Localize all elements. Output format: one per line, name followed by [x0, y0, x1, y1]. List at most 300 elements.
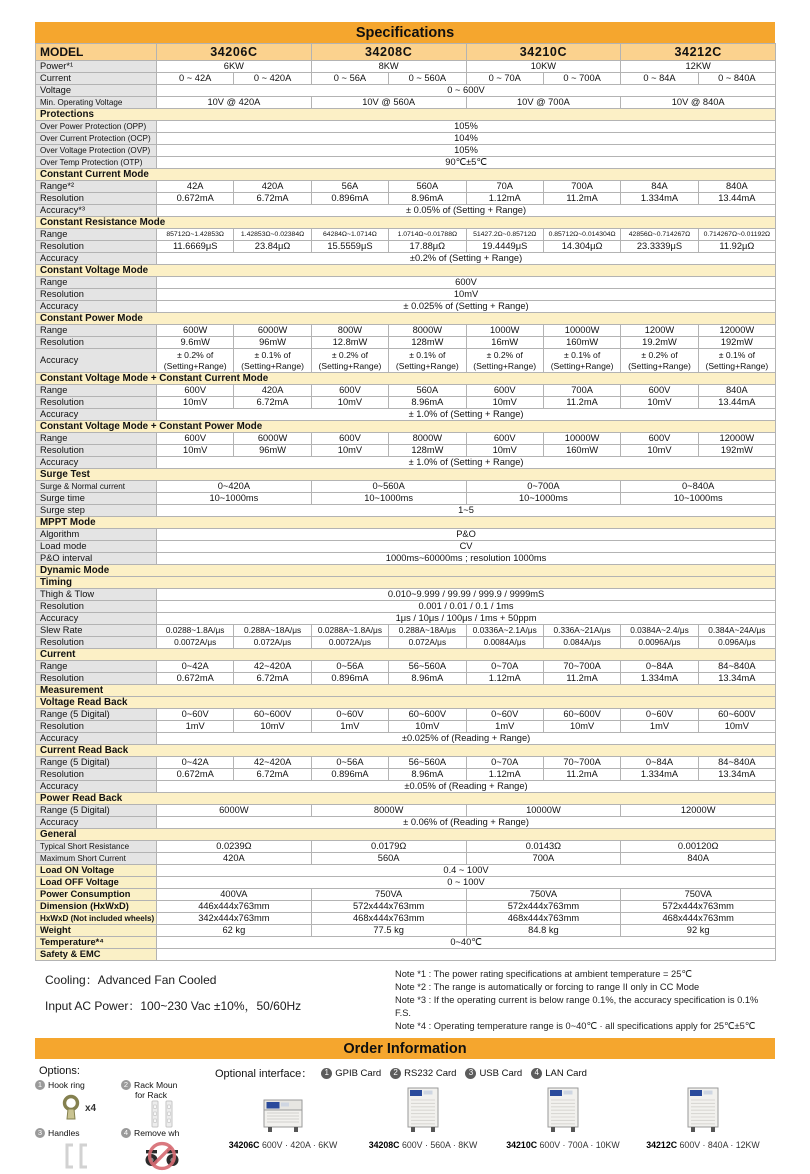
row-label: Range	[36, 325, 157, 337]
spec-cell: 0.0084A/μs	[466, 637, 543, 649]
interface-item-lan	[531, 1068, 587, 1079]
spec-cell: 10mV	[157, 445, 234, 457]
spec-cell: 0~560A	[311, 481, 466, 493]
spec-cell	[157, 949, 776, 961]
spec-cell: 60~600V	[234, 709, 311, 721]
spec-cell: 13.34mA	[698, 673, 775, 685]
spec-row	[36, 325, 776, 337]
spec-cell: 6.72mA	[234, 673, 311, 685]
spec-row	[36, 241, 776, 253]
spec-cell: 10mV	[234, 721, 311, 733]
spec-cell: 10~1000ms	[157, 493, 312, 505]
spec-cell: 51427.2Ω~0.85712Ω	[466, 229, 543, 241]
section-header-row	[36, 517, 776, 529]
product-label	[506, 1140, 619, 1150]
spec-cell: 10000W	[466, 805, 621, 817]
product-34212c	[633, 1083, 773, 1150]
spec-cell: 10mV	[311, 445, 388, 457]
product-model: 34206C	[228, 1140, 260, 1151]
spec-row	[36, 853, 776, 865]
spec-cell: 13.34mA	[698, 769, 775, 781]
spec-cell: 0.672mA	[157, 193, 234, 205]
row-label: Range (5 Digital)	[36, 805, 157, 817]
spec-cell: 0 ~ 700A	[543, 73, 620, 85]
spec-cell: 0.0179Ω	[311, 841, 466, 853]
spec-cell: 0~70A	[466, 757, 543, 769]
row-label: Dimension (HxWxD)	[36, 901, 157, 913]
spec-row	[36, 157, 776, 169]
spec-row	[36, 673, 776, 685]
spec-cell: 10mV	[311, 397, 388, 409]
row-label: Typical Short Resistance	[36, 841, 157, 853]
rack-mount-bracket-icon	[147, 1100, 177, 1128]
spec-cell: 192mW	[698, 337, 775, 349]
spec-row	[36, 661, 776, 673]
section-header-row	[36, 217, 776, 229]
spec-row	[36, 397, 776, 409]
note-4: Note *4 : Operating temperature range is 0~40℃ · all specifications apply for 25℃±5℃	[395, 1021, 756, 1032]
section-header: Measurement	[36, 685, 776, 697]
section-header: MPPT Mode	[36, 517, 776, 529]
spec-row	[36, 601, 776, 613]
spec-cell: 0.0096A/μs	[621, 637, 698, 649]
spec-row	[36, 637, 776, 649]
spec-cell: ± 0.1% of (Setting+Range)	[698, 349, 775, 373]
row-label: Resolution	[36, 397, 157, 409]
spec-cell: 0 ~ 600V	[157, 85, 776, 97]
spec-cell: 750VA	[621, 889, 776, 901]
spec-cell: 600V	[466, 385, 543, 397]
spec-cell: ± 1.0% of (Setting + Range)	[157, 457, 776, 469]
section-header-row	[36, 169, 776, 181]
spec-row	[36, 145, 776, 157]
row-label: Surge & Normal current	[36, 481, 157, 493]
order-information-body	[35, 1062, 775, 1174]
row-label: Load ON Voltage	[36, 865, 157, 877]
spec-cell: 60~600V	[698, 709, 775, 721]
spec-cell: 840A	[698, 385, 775, 397]
spec-cell: 1.12mA	[466, 769, 543, 781]
spec-cell: 468x444x763mm	[621, 913, 776, 925]
spec-row	[36, 865, 776, 877]
product-label	[229, 1140, 338, 1150]
products-column	[203, 1062, 775, 1174]
spec-row	[36, 937, 776, 949]
row-label: Surge step	[36, 505, 157, 517]
spec-cell: 12.8mW	[311, 337, 388, 349]
spec-cell: 0.288A~18A/μs	[389, 625, 466, 637]
spec-cell: 10000W	[543, 325, 620, 337]
model-name: 34212C	[621, 44, 776, 61]
product-34210c	[493, 1083, 633, 1150]
spec-cell: 14.304μΩ	[543, 241, 620, 253]
row-label: Voltage	[36, 85, 157, 97]
optional-interface-line	[215, 1065, 775, 1081]
spec-cell: 11.2mA	[543, 673, 620, 685]
interface-number-badge: 1	[321, 1068, 332, 1079]
spec-row	[36, 133, 776, 145]
spec-cell: 1mV	[466, 721, 543, 733]
spec-cell: 0.096A/μs	[698, 637, 775, 649]
product-model: 34208C	[368, 1140, 400, 1151]
spec-cell: 1.12mA	[466, 193, 543, 205]
model-name: 34208C	[311, 44, 466, 61]
spec-row	[36, 505, 776, 517]
row-label: Resolution	[36, 673, 157, 685]
spec-cell: 800W	[311, 325, 388, 337]
spec-cell: 0~700A	[466, 481, 621, 493]
interface-item-rs232	[390, 1068, 456, 1079]
spec-cell: 160mW	[543, 445, 620, 457]
spec-cell: 0.001 / 0.01 / 0.1 / 1ms	[157, 601, 776, 613]
spec-cell: 10mV	[389, 721, 466, 733]
spec-cell: 0~40℃	[157, 937, 776, 949]
spec-cell: 0.0336A~2.1A/μs	[466, 625, 543, 637]
options-label: Options:	[39, 1065, 80, 1078]
spec-row	[36, 877, 776, 889]
spec-cell: 600V	[466, 433, 543, 445]
spec-cell: 9.6mW	[157, 337, 234, 349]
spec-cell: ± 0.1% of (Setting+Range)	[389, 349, 466, 373]
row-label: Over Temp Protection (OTP)	[36, 157, 157, 169]
spec-cell: 8000W	[389, 433, 466, 445]
spec-cell: 19.2mW	[621, 337, 698, 349]
page-title: Specifications	[35, 22, 775, 43]
spec-cell: 0 ~ 560A	[389, 73, 466, 85]
spec-cell: 23.84μΩ	[234, 241, 311, 253]
spec-cell: 6KW	[157, 61, 312, 73]
spec-cell: 6.72mA	[234, 397, 311, 409]
product-34208c	[353, 1083, 493, 1150]
interface-item-usb	[465, 1068, 522, 1079]
row-label: Over Power Protection (OPP)	[36, 121, 157, 133]
product-specs: 600V · 840A · 12KW	[679, 1140, 760, 1151]
spec-row	[36, 625, 776, 637]
spec-row	[36, 409, 776, 421]
instrument-image	[547, 1087, 579, 1133]
spec-cell: 10mV	[621, 397, 698, 409]
spec-cell: 600W	[157, 325, 234, 337]
spec-cell: 128mW	[389, 337, 466, 349]
spec-cell: ± 0.2% of (Setting+Range)	[621, 349, 698, 373]
spec-cell: 0~42A	[157, 661, 234, 673]
section-header-row	[36, 793, 776, 805]
product-specs: 600V · 560A · 8KW	[401, 1140, 478, 1151]
row-label: Accuracy	[36, 457, 157, 469]
interface-number-badge: 4	[531, 1068, 542, 1079]
spec-cell: 0~84A	[621, 661, 698, 673]
section-header-row	[36, 829, 776, 841]
footer-notes-area	[35, 968, 775, 1033]
spec-cell: 10mV	[698, 721, 775, 733]
spec-row	[36, 721, 776, 733]
row-label: Accuracy	[36, 253, 157, 265]
row-label: Min. Operating Voltage	[36, 97, 157, 109]
spec-cell: 11.2mA	[543, 769, 620, 781]
spec-cell: 468x444x763mm	[466, 913, 621, 925]
spec-cell: 84.8 kg	[466, 925, 621, 937]
spec-cell: 12000W	[621, 805, 776, 817]
spec-cell: 560A	[311, 853, 466, 865]
row-label: Power*¹	[36, 61, 157, 73]
row-label: HxWxD (Not included wheels)	[36, 913, 157, 925]
spec-cell: 446x444x763mm	[157, 901, 312, 913]
spec-row	[36, 733, 776, 745]
spec-cell: 0.0072A/μs	[157, 637, 234, 649]
spec-cell: 10mV	[543, 721, 620, 733]
spec-row	[36, 85, 776, 97]
spec-cell: 10~1000ms	[466, 493, 621, 505]
spec-cell: 16mW	[466, 337, 543, 349]
spec-cell: 12000W	[698, 433, 775, 445]
options-grid	[35, 1080, 203, 1174]
spec-cell: 10~1000ms	[621, 493, 776, 505]
interface-number-badge: 3	[465, 1068, 476, 1079]
spec-row	[36, 901, 776, 913]
spec-cell: 84A	[621, 181, 698, 193]
spec-cell: 42A	[157, 181, 234, 193]
spec-cell: 10mV	[621, 445, 698, 457]
spec-cell: 420A	[234, 385, 311, 397]
spec-row	[36, 73, 776, 85]
row-label: Temperature*⁴	[36, 937, 157, 949]
row-label: P&O interval	[36, 553, 157, 565]
optional-interface-label: Optional interface：	[215, 1068, 313, 1081]
spec-cell: 0.0384A~2.4/μs	[621, 625, 698, 637]
spec-row	[36, 913, 776, 925]
spec-cell: 192mW	[698, 445, 775, 457]
spec-cell: 10~1000ms	[311, 493, 466, 505]
spec-cell: 600V	[157, 433, 234, 445]
row-label: Resolution	[36, 241, 157, 253]
interface-label: GPIB Card	[335, 1067, 382, 1079]
options-column	[35, 1062, 203, 1174]
hook-ring-qty: x4	[84, 1102, 97, 1114]
row-label: Range	[36, 661, 157, 673]
spec-cell: 0~56A	[311, 661, 388, 673]
row-label: Resolution	[36, 337, 157, 349]
option-number-badge: 2	[121, 1080, 131, 1090]
spec-cell: 0~840A	[621, 481, 776, 493]
section-header: Voltage Read Back	[36, 697, 776, 709]
row-label: Thigh & Tlow	[36, 589, 157, 601]
spec-cell: 1000ms~60000ms ; resolution 1000ms	[157, 553, 776, 565]
spec-cell: 70~700A	[543, 757, 620, 769]
instrument-image	[687, 1087, 719, 1133]
spec-cell: 600V	[621, 433, 698, 445]
spec-row	[36, 277, 776, 289]
product-label	[646, 1140, 759, 1150]
spec-cell: 420A	[157, 853, 312, 865]
spec-cell: 0.336A~21A/μs	[543, 625, 620, 637]
section-header: Current	[36, 649, 776, 661]
spec-row	[36, 769, 776, 781]
section-header-row	[36, 685, 776, 697]
spec-row	[36, 289, 776, 301]
spec-cell: 11.2mA	[543, 193, 620, 205]
row-label: Range	[36, 433, 157, 445]
row-label: Range	[36, 229, 157, 241]
spec-cell: 10mV	[157, 289, 776, 301]
note-3: Note *3 : If the operating current is below range 0.1%, the accuracy specification is 0.1% F.S.	[395, 995, 759, 1019]
product-label	[369, 1140, 478, 1150]
spec-cell: 0~60V	[466, 709, 543, 721]
row-label: Accuracy	[36, 817, 157, 829]
row-label: Resolution	[36, 445, 157, 457]
option-remove-wheels	[121, 1128, 203, 1174]
option-number-badge: 1	[35, 1080, 45, 1090]
spec-cell: ±0.2% of (Setting + Range)	[157, 253, 776, 265]
spec-row	[36, 589, 776, 601]
order-information-header: Order Information	[35, 1038, 775, 1059]
row-label: Resolution	[36, 289, 157, 301]
row-label: Power Consumption	[36, 889, 157, 901]
spec-row	[36, 949, 776, 961]
spec-cell: 10V @ 840A	[621, 97, 776, 109]
spec-row	[36, 925, 776, 937]
spec-cell: 6.72mA	[234, 769, 311, 781]
spec-cell: 0.072A/μs	[234, 637, 311, 649]
section-header-row	[36, 469, 776, 481]
spec-cell: 0.672mA	[157, 673, 234, 685]
spec-cell: 8.96mA	[389, 397, 466, 409]
section-header: Protections	[36, 109, 776, 121]
spec-cell: 1.334mA	[621, 769, 698, 781]
option-label: Handles	[48, 1128, 80, 1139]
section-header-row	[36, 373, 776, 385]
row-label: Algorithm	[36, 529, 157, 541]
spec-cell: 11.92μΩ	[698, 241, 775, 253]
spec-cell: 1~5	[157, 505, 776, 517]
spec-cell: 572x444x763mm	[621, 901, 776, 913]
option-sublabel: for Rack	[135, 1090, 167, 1101]
spec-cell: 42~420A	[234, 757, 311, 769]
row-label: Over Voltage Protection (OVP)	[36, 145, 157, 157]
section-header-row	[36, 109, 776, 121]
spec-cell: 0.288A~18A/μs	[234, 625, 311, 637]
interface-label: RS232 Card	[404, 1067, 457, 1079]
spec-cell: 0 ~ 420A	[234, 73, 311, 85]
spec-cell: 700A	[543, 385, 620, 397]
spec-cell: 70~700A	[543, 661, 620, 673]
spec-cell: 0~60V	[311, 709, 388, 721]
spec-row	[36, 541, 776, 553]
spec-cell: 96mW	[234, 445, 311, 457]
spec-cell: 840A	[621, 853, 776, 865]
spec-cell: 0.672mA	[157, 769, 234, 781]
spec-cell: 12000W	[698, 325, 775, 337]
option-label: Remove wh	[134, 1128, 180, 1139]
spec-cell: 8.96mA	[389, 673, 466, 685]
spec-row	[36, 781, 776, 793]
spec-cell: ±0.05% of (Reading + Range)	[157, 781, 776, 793]
spec-cell: 160mW	[543, 337, 620, 349]
spec-cell: 400VA	[157, 889, 312, 901]
row-label: Current	[36, 73, 157, 85]
spec-cell: 10KW	[466, 61, 621, 73]
spec-cell: 105%	[157, 145, 776, 157]
spec-cell: ± 0.2% of (Setting+Range)	[311, 349, 388, 373]
spec-row	[36, 121, 776, 133]
section-header: Constant Voltage Mode + Constant Current Mode	[36, 373, 776, 385]
spec-row	[36, 97, 776, 109]
spec-cell: 0.072A/μs	[389, 637, 466, 649]
spec-cell: 0.0072A/μs	[311, 637, 388, 649]
input-ac-note: Input AC Power：100~230 Vac ±10%，50/60Hz	[45, 998, 302, 1013]
spec-cell: 0 ~ 84A	[621, 73, 698, 85]
spec-cell: 0.4 ~ 100V	[157, 865, 776, 877]
model-name: 34210C	[466, 44, 621, 61]
spec-cell: ± 0.05% of (Setting + Range)	[157, 205, 776, 217]
spec-cell: 60~600V	[389, 709, 466, 721]
spec-cell: 0~56A	[311, 757, 388, 769]
spec-cell: 10000W	[543, 433, 620, 445]
spec-row	[36, 481, 776, 493]
spec-row	[36, 613, 776, 625]
section-header: Constant Resistance Mode	[36, 217, 776, 229]
interface-item-gpib	[321, 1068, 381, 1079]
row-label: Resolution	[36, 193, 157, 205]
spec-cell: 13.44mA	[698, 397, 775, 409]
spec-cell: ± 0.1% of (Setting+Range)	[234, 349, 311, 373]
spec-cell: 0.85712Ω~0.014304Ω	[543, 229, 620, 241]
option-number-badge: 4	[121, 1128, 131, 1138]
spec-row	[36, 385, 776, 397]
spec-cell: ± 0.1% of (Setting+Range)	[543, 349, 620, 373]
spec-cell: 420A	[234, 181, 311, 193]
spec-cell: 0~60V	[621, 709, 698, 721]
row-label: Load OFF Voltage	[36, 877, 157, 889]
spec-row	[36, 253, 776, 265]
row-label: Range	[36, 277, 157, 289]
row-label: Load mode	[36, 541, 157, 553]
spec-cell: 23.3339μS	[621, 241, 698, 253]
spec-row	[36, 817, 776, 829]
spec-cell: 600V	[311, 433, 388, 445]
row-label: Accuracy	[36, 301, 157, 313]
spec-cell: 56~560A	[389, 757, 466, 769]
spec-cell: 560A	[389, 385, 466, 397]
cooling-info-column	[35, 968, 395, 1033]
spec-cell: 560A	[389, 181, 466, 193]
section-header: Current Read Back	[36, 745, 776, 757]
spec-cell: ±0.025% of (Reading + Range)	[157, 733, 776, 745]
spec-cell: 600V	[311, 385, 388, 397]
spec-cell: 60~600V	[543, 709, 620, 721]
spec-cell: ± 0.2% of (Setting+Range)	[157, 349, 234, 373]
spec-cell: 600V	[157, 277, 776, 289]
spec-cell: 0.00120Ω	[621, 841, 776, 853]
section-header-row	[36, 649, 776, 661]
section-header: Surge Test	[36, 469, 776, 481]
spec-cell: 10mV	[157, 397, 234, 409]
product-specs: 600V · 420A · 6KW	[261, 1140, 338, 1151]
spec-cell: 0 ~ 56A	[311, 73, 388, 85]
spec-cell: 1.12mA	[466, 673, 543, 685]
spec-cell: 0.896mA	[311, 769, 388, 781]
spec-cell: 96mW	[234, 337, 311, 349]
spec-cell: 19.4449μS	[466, 241, 543, 253]
spec-cell: 8000W	[389, 325, 466, 337]
instrument-image	[263, 1099, 303, 1133]
spec-row	[36, 337, 776, 349]
spec-row	[36, 229, 776, 241]
spec-cell: 8KW	[311, 61, 466, 73]
spec-row	[36, 553, 776, 565]
spec-cell: 750VA	[311, 889, 466, 901]
spec-row	[36, 805, 776, 817]
spec-cell: 85712Ω~1.42853Ω	[157, 229, 234, 241]
